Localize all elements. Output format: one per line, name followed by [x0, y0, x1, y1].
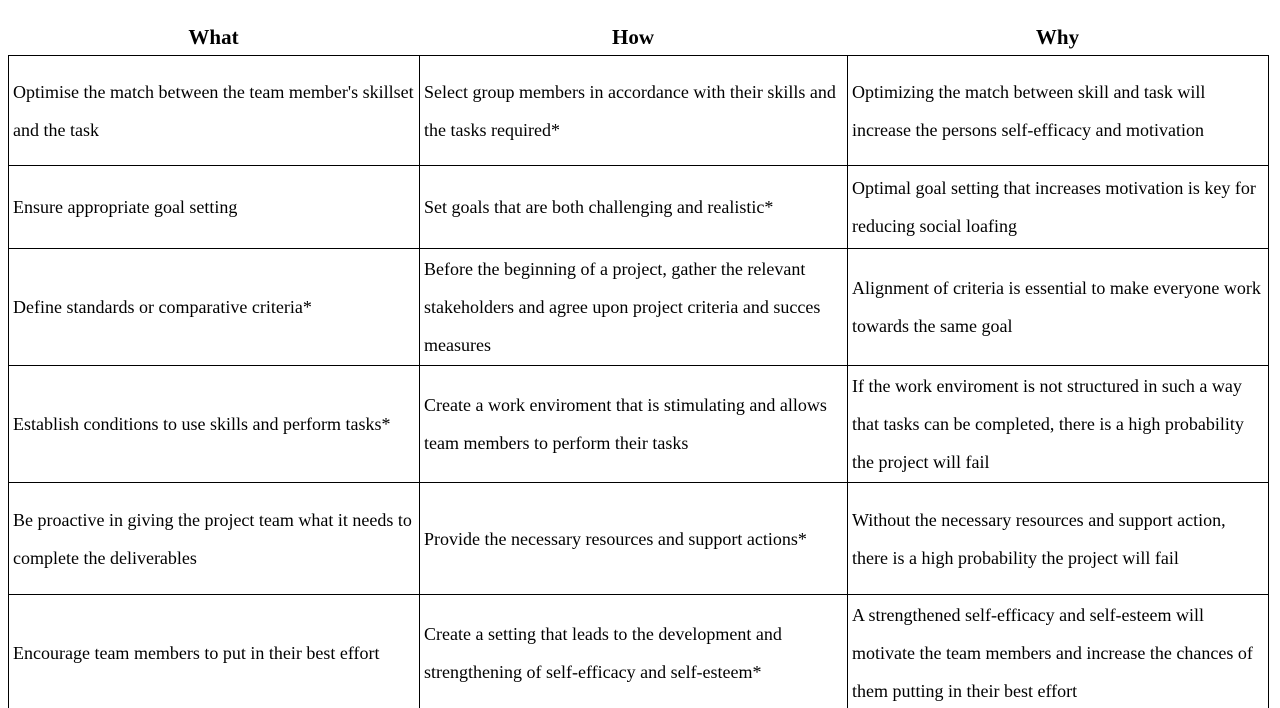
table-cell-what: Optimise the match between the team member's skillset and the task: [9, 56, 420, 166]
table-row: [9, 595, 1269, 708]
column-headers: [8, 0, 1268, 55]
table-cell-what: Encourage team members to put in their best effort: [9, 595, 420, 708]
table-cell-how: Set goals that are both challenging and realistic*: [420, 166, 848, 249]
table-row: [9, 166, 1269, 249]
table-cell-what: Define standards or comparative criteria*: [9, 249, 420, 366]
table-cell-why: If the work enviroment is not structured in such a way that tasks can be completed, there is a high probability the project will fail: [848, 366, 1269, 483]
table-row: [9, 483, 1269, 595]
table-row: [9, 366, 1269, 483]
table-cell-why: Alignment of criteria is essential to make everyone work towards the same goal: [848, 249, 1269, 366]
table-cell-what: Establish conditions to use skills and perform tasks*: [9, 366, 420, 483]
column-header-how: How: [612, 25, 654, 49]
table-cell-how: Select group members in accordance with their skills and the tasks required*: [420, 56, 848, 166]
table-row: [9, 56, 1269, 166]
table-cell-what: Ensure appropriate goal setting: [9, 166, 420, 249]
what-how-why-table: [8, 55, 1269, 708]
table-row: [9, 249, 1269, 366]
table-cell-why: A strengthened self-efficacy and self-esteem will motivate the team members and increase the chances of them putting in their best effort: [848, 595, 1269, 708]
table-cell-how: Before the beginning of a project, gather the relevant stakeholders and agree upon project criteria and succes measures: [420, 249, 848, 366]
column-header-what: What: [188, 25, 239, 49]
table-body: [9, 56, 1269, 708]
table-cell-why: Optimal goal setting that increases motivation is key for reducing social loafing: [848, 166, 1269, 249]
table-cell-how: Create a work enviroment that is stimulating and allows team members to perform their tasks: [420, 366, 848, 483]
column-header-why: Why: [1035, 25, 1080, 49]
table-cell-what: Be proactive in giving the project team what it needs to complete the deliverables: [9, 483, 420, 595]
table-cell-why: Without the necessary resources and support action, there is a high probability the project will fail: [848, 483, 1269, 595]
table-cell-why: Optimizing the match between skill and task will increase the persons self-efficacy and motivation: [848, 56, 1269, 166]
table-cell-how: Create a setting that leads to the development and strengthening of self-efficacy and self-esteem*: [420, 595, 848, 708]
table-cell-how: Provide the necessary resources and support actions*: [420, 483, 848, 595]
